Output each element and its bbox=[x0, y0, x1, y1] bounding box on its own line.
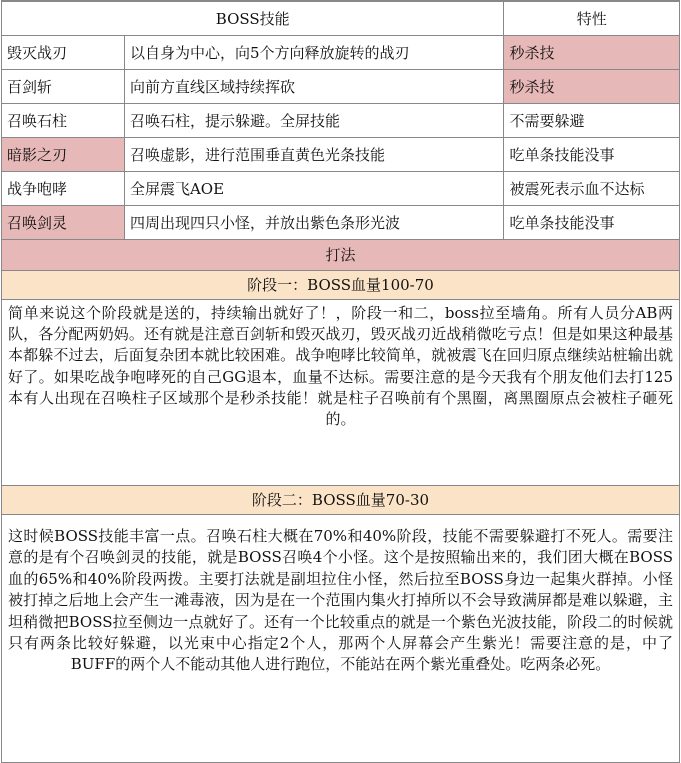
skill-name: 百剑斩 bbox=[2, 70, 125, 104]
skill-desc: 召唤石柱，提示躲避。全屏技能 bbox=[124, 104, 503, 138]
skill-trait: 秒杀技 bbox=[504, 70, 680, 104]
skill-name: 毁灭战刃 bbox=[2, 36, 125, 70]
table-row bbox=[2, 172, 680, 206]
phase1-text: 简单来说这个阶段就是送的，持续输出就好了！，阶段一和二，boss拉至墙角。所有人员分AB两队，各分配两奶妈。还有就是注意百剑斩和毁灭战刃，毁灭战刃近战稍微吃亏点！但是如果这种最基本都躲不过去，后面复杂团本就比较困难。战争咆哮比较简单，就被震飞在回归原点继续站桩输出就好了。如果吃战争咆哮死的自己GG退本，血量不达标。需要注意的是今天我有个朋友他们去打125本有人出现在召唤柱子区域那个是秒杀技能！就是柱子召唤前有个黑圈，离黑圈原点会被柱子砸死的。 bbox=[1, 300, 680, 486]
strategy-title: 打法 bbox=[1, 240, 680, 271]
skill-name: 战争咆哮 bbox=[2, 172, 125, 206]
table-header-row bbox=[2, 2, 680, 36]
skill-name: 暗影之刃 bbox=[2, 138, 125, 172]
boss-guide-sheet bbox=[1, 0, 680, 763]
skill-name: 召唤剑灵 bbox=[2, 206, 125, 240]
header-boss-skills: BOSS技能 bbox=[2, 2, 504, 36]
phase2-title: 阶段二：BOSS血量70-30 bbox=[1, 486, 680, 515]
skill-desc: 以自身为中心，向5个方向释放旋转的战刃 bbox=[124, 36, 503, 70]
table-row bbox=[2, 70, 680, 104]
skill-desc: 向前方直线区域持续挥砍 bbox=[124, 70, 503, 104]
skill-desc: 召唤虚影，进行范围垂直黄色光条技能 bbox=[124, 138, 503, 172]
header-traits: 特性 bbox=[504, 2, 680, 36]
skill-trait: 被震死表示血不达标 bbox=[504, 172, 680, 206]
boss-skills-table bbox=[1, 1, 680, 240]
skill-trait: 吃单条技能没事 bbox=[504, 206, 680, 240]
table-row bbox=[2, 36, 680, 70]
skill-desc: 全屏震飞AOE bbox=[124, 172, 503, 206]
phase2-text: 这时候BOSS技能丰富一点。召唤石柱大概在70%和40%阶段，技能不需要躲避打不死人。需要注意的是有个召唤剑灵的技能，就是BOSS召唤4个小怪。这个是按照输出来的，我们团大概在BOSS血的65%和40%阶段两拨。主要打法就是副坦拉住小怪，然后拉至BOSS身边一起集火群掉。小怪被打掉之后地上会产生一滩毒液，因为是在一个范围内集火打掉所以不会导致满屏都是难以躲避，主坦稍微把BOSS拉至侧边一点就好了。还有一个比较重点的就是一个紫色光波技能，阶段二的时候就只有两条比较好躲避，以光束中心指定2个人，那两个人屏幕会产生紫光！需要注意的是，中了BUFF的两个人不能动其他人进行跑位，不能站在两个紫光重叠处。吃两条必死。 bbox=[1, 515, 680, 763]
table-row bbox=[2, 104, 680, 138]
table-row bbox=[2, 138, 680, 172]
skill-desc: 四周出现四只小怪，并放出紫色条形光波 bbox=[124, 206, 503, 240]
skill-trait: 吃单条技能没事 bbox=[504, 138, 680, 172]
table-row bbox=[2, 206, 680, 240]
skill-trait: 不需要躲避 bbox=[504, 104, 680, 138]
skill-trait: 秒杀技 bbox=[504, 36, 680, 70]
phase1-title: 阶段一：BOSS血量100-70 bbox=[1, 271, 680, 300]
skill-name: 召唤石柱 bbox=[2, 104, 125, 138]
